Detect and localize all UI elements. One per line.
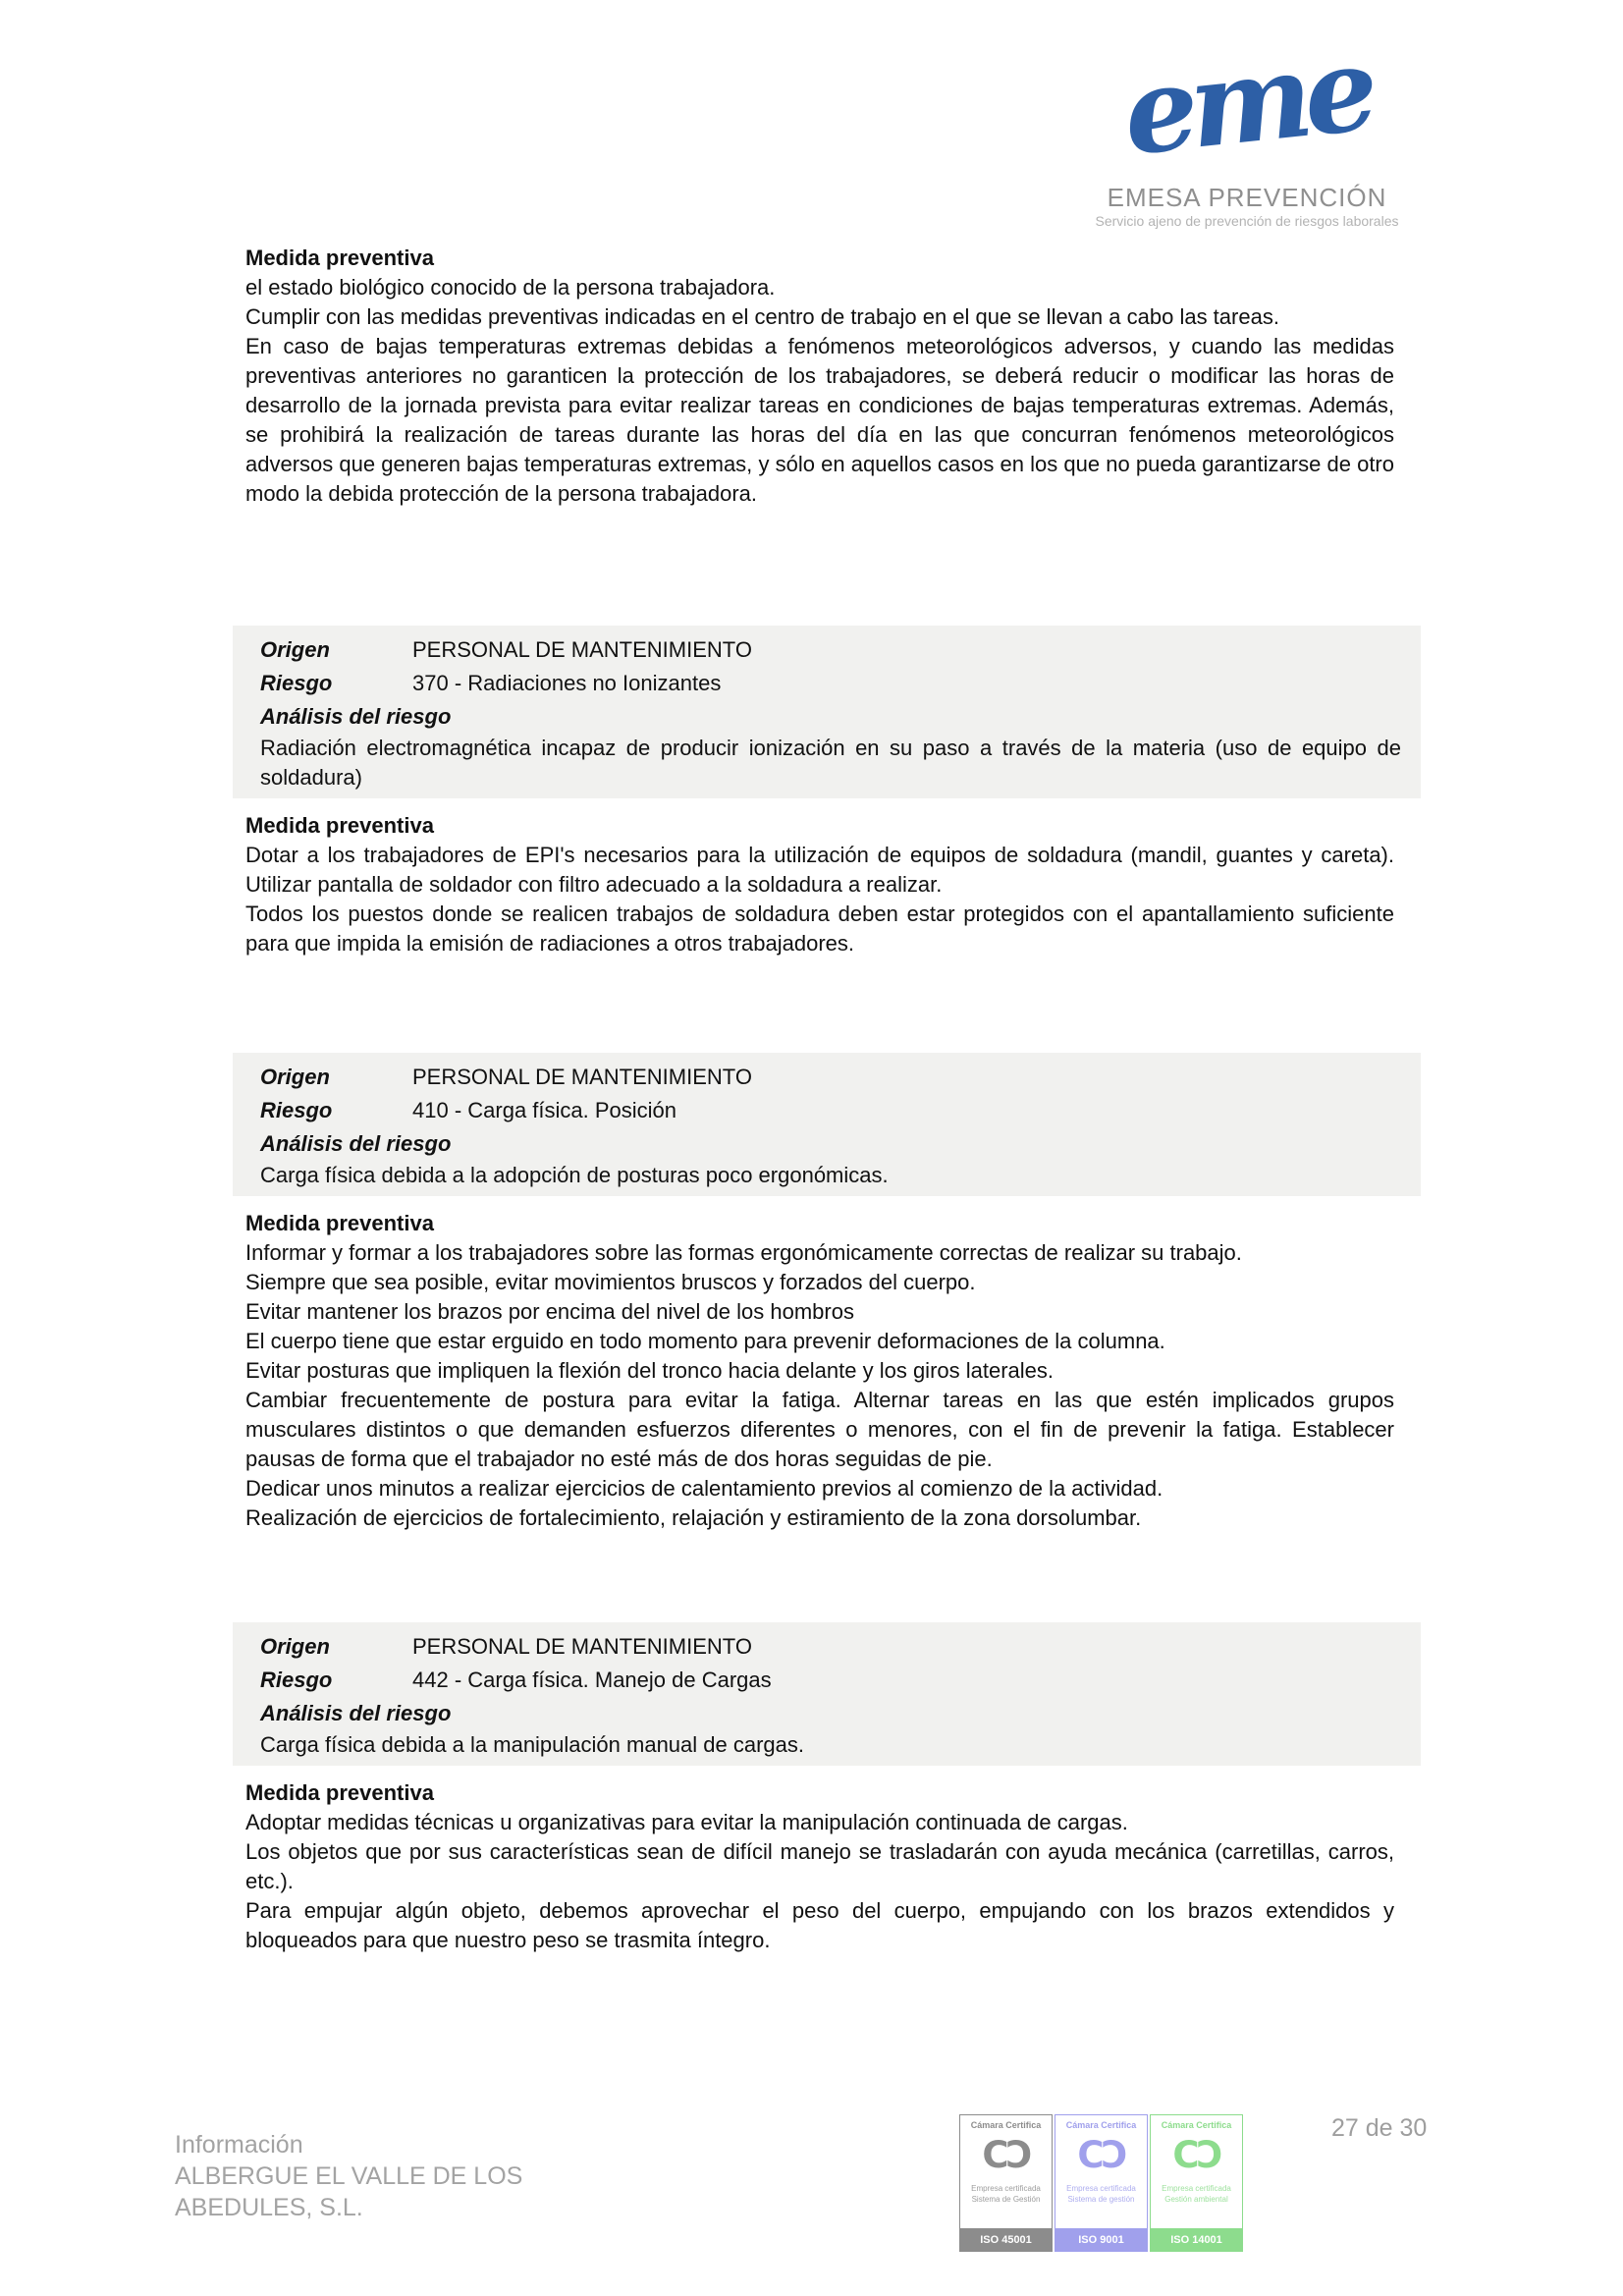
iso-band: ISO 9001 [1055,2228,1147,2251]
cert-badge-iso45001 [959,2114,1053,2252]
measure-paragraph: Adoptar medidas técnicas u organizativas para evitar la manipulación continuada de cargas. [245,1810,1128,1834]
recycle-cc-icon: CƆ [1077,2134,1125,2176]
iso-band: ISO 45001 [960,2228,1052,2251]
measure-paragraph: Informar y formar a los trabajadores sobre las formas ergonómicamente correctas de realizar su trabajo. [245,1240,1242,1265]
risk-risk-row [260,667,1401,700]
risk-value: 410 - Carga física. Posición [412,1098,677,1122]
measure-paragraph: En caso de bajas temperaturas extremas debidas a fenómenos meteorológicos adversos, y cuando las medidas preventivas anteriores no garanticen la protección de los trabajadores, se deberá reducir o modificar las horas de desarrollo de la jornada prevista para evitar realizar tareas en condiciones de bajas temperaturas extremas. Además, se prohibirá la realización de tareas durante las horas del día en las que concurran fenómenos meteorológicos adversos que generen bajas temperaturas extremas, y sólo en aquellos casos en los que no pueda garantizarse de otro modo la debida protección de la persona trabajadora. [245,334,1394,506]
measure-block [245,1778,1394,1955]
origin-value: PERSONAL DE MANTENIMIENTO [412,1065,752,1089]
measure-block [245,244,1394,509]
analysis-label: Análisis del riesgo [260,1131,452,1156]
measure-paragraph: Cumplir con las medidas preventivas indicadas en el centro de trabajo en el que se llevan a cabo las tareas. [245,304,1279,329]
cert-badge-line: Gestión ambiental [1164,2195,1228,2204]
cert-badge-header: Cámara Certifica [970,2120,1042,2130]
measure-paragraph: Evitar posturas que impliquen la flexión del tronco hacia delante y los giros laterales. [245,1358,1055,1383]
recycle-cc-icon: CƆ [1172,2134,1220,2176]
cert-badge-line: Empresa certificada [1162,2184,1231,2193]
cert-badge-line: Sistema de Gestión [971,2195,1041,2204]
measure-paragraph: Siempre que sea posible, evitar movimientos bruscos y forzados del cuerpo. [245,1270,976,1294]
risk-value: 442 - Carga física. Manejo de Cargas [412,1667,772,1692]
measure-paragraph: Realización de ejercicios de fortalecimiento, relajación y estiramiento de la zona dorsolumbar. [245,1505,1142,1530]
document-body [245,244,1401,1955]
measure-paragraph: Los objetos que por sus características sean de difícil manejo se trasladarán con ayuda mecánica (carretillas, carros, etc.). [245,1839,1394,1893]
risk-origin-row [260,633,1401,667]
measure-block [245,811,1394,958]
risk-value: 370 - Radiaciones no Ionizantes [412,671,722,695]
analysis-text: Radiación electromagnética incapaz de producir ionización en su paso a través de la materia (uso de equipo de soldadura) [260,736,1401,790]
cert-badge-line: Sistema de gestión [1067,2195,1135,2204]
measure-heading: Medida preventiva [245,1211,434,1235]
measure-heading: Medida preventiva [245,246,434,270]
cert-badge-header: Cámara Certifica [1065,2120,1137,2130]
cert-badge-line: Empresa certificada [1066,2184,1136,2193]
certification-badges [959,2114,1243,2252]
page-number: 27 de 30 [1331,2114,1428,2142]
risk-label: Riesgo [260,1098,333,1122]
logo-brand-text: EMESA PREVENCIÓN [1107,183,1387,212]
risk-box [233,1053,1421,1196]
measure-paragraph: Para empujar algún objeto, debemos aprovechar el peso del cuerpo, empujando con los brazos extendidos y bloqueados para que nuestro peso se trasmita íntegro. [245,1898,1394,1952]
analysis-label: Análisis del riesgo [260,704,452,729]
cert-badge-iso14001 [1150,2114,1243,2252]
risk-risk-row [260,1664,1401,1697]
measure-heading: Medida preventiva [245,1780,434,1805]
measure-paragraph: Dotar a los trabajadores de EPI's necesarios para la utilización de equipos de soldadura (mandil, guantes y careta). Utilizar pantalla de soldador con filtro adecuado a la soldadura a realizar. [245,843,1394,897]
risk-origin-row [260,1630,1401,1664]
analysis-text: Carga física debida a la manipulación manual de cargas. [260,1732,804,1757]
footer-company-line1: ALBERGUE EL VALLE DE LOS [175,2162,523,2190]
footer-company-line2: ABEDULES, S.L. [175,2194,363,2221]
measure-paragraph: Dedicar unos minutos a realizar ejercicios de calentamiento previos al comienzo de la actividad. [245,1476,1163,1501]
measure-paragraph: Todos los puestos donde se realicen trabajos de soldadura deben estar protegidos con el apantallamiento suficiente para que impida la emisión de radiaciones a otros trabajadores. [245,902,1394,956]
cert-badge-iso9001 [1055,2114,1148,2252]
origin-label: Origen [260,637,330,662]
measure-block [245,1209,1394,1533]
origin-label: Origen [260,1634,330,1659]
risk-label: Riesgo [260,671,333,695]
footer-info-label: Información [175,2131,303,2159]
recycle-cc-icon: CƆ [982,2134,1030,2176]
origin-value: PERSONAL DE MANTENIMIENTO [412,1634,752,1659]
analysis-text: Carga física debida a la adopción de posturas poco ergonómicas. [260,1163,889,1187]
origin-value: PERSONAL DE MANTENIMIENTO [412,637,752,662]
emesa-logo-monogram-icon: eme [1116,20,1378,182]
footer-company-info [175,2129,522,2223]
measure-paragraph: El cuerpo tiene que estar erguido en todo momento para prevenir deformaciones de la columna. [245,1329,1165,1353]
risk-box [233,626,1421,798]
iso-band: ISO 14001 [1151,2228,1242,2251]
risk-label: Riesgo [260,1667,333,1692]
measure-paragraph: el estado biológico conocido de la persona trabajadora. [245,275,776,300]
analysis-label: Análisis del riesgo [260,1701,452,1725]
cert-badge-line: Empresa certificada [971,2184,1041,2193]
risk-risk-row [260,1094,1401,1127]
risk-box [233,1622,1421,1766]
risk-origin-row [260,1061,1401,1094]
measure-paragraph: Cambiar frecuentemente de postura para evitar la fatiga. Alternar tareas en las que estén implicados grupos musculares distintos o que demanden esfuerzos diferentes o menores, con el fin de prevenir la fatiga. Establecer pausas de forma que el trabajador no esté más de dos horas seguidas de pie. [245,1388,1394,1471]
measure-paragraph: Evitar mantener los brazos por encima del nivel de los hombros [245,1299,854,1324]
emesa-logo [1041,20,1453,230]
logo-tagline-text: Servicio ajeno de prevención de riesgos laborales [1095,213,1399,229]
measure-heading: Medida preventiva [245,813,434,838]
origin-label: Origen [260,1065,330,1089]
cert-badge-header: Cámara Certifica [1161,2120,1232,2130]
